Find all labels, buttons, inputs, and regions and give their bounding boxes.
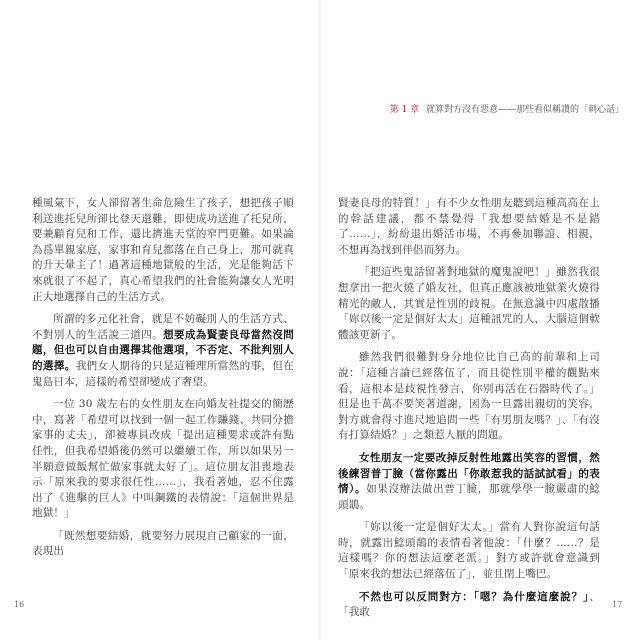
paragraph — [32, 529, 294, 560]
paragraph — [338, 350, 600, 444]
left-page-number: 16 — [14, 600, 25, 609]
paragraph — [338, 451, 600, 513]
text-run: 、「我敢 — [338, 590, 600, 619]
text-run: 一位 30 歲左右的女性朋友在向婚友社提交的簡歷中，寫著「希望可以找到一個一起工作賺錢、共同分擔家事的丈夫」，卻被專員改成「提出這種要求或許有點任性，但我希望婚後仍然可以繼續工作，所以如果另一半願意做飯幫忙做家事就太好了」。這位朋友沮喪地表示「原來我的要求很任性……」，我看著她，忍不住露出了《進擊的巨人》中叫鋼鐵的表情說：「這個世界是地獄！」 — [32, 398, 294, 520]
emphasized-text: 不然也可以反問對方：「嗯？為什麼這麼說？」 — [359, 590, 590, 603]
paragraph — [338, 196, 600, 258]
text-run: 「把這些鬼話留著對地獄的魔鬼說吧！」雖然我很想拿出一把火燒了婚友社，但真正應該被地獄業火燒得精光的敵人，其實是性別的歧視。在無意識中四處散播「妳以後一定是個好太太」這種訊咒的人，大腦這個軟體該更新了。 — [338, 266, 600, 341]
paragraph — [32, 196, 294, 305]
left-page-text — [32, 196, 294, 560]
paragraph — [338, 590, 600, 621]
emphasized-text: 想要成為賢妻良母當然沒問題，但也可以自由選擇其他選項，不否定、不批判別人的選擇。 — [32, 328, 294, 372]
paragraph — [32, 312, 294, 390]
text-run: 「既然想要結婚，就要努力展現自己顧家的一面，表現出 — [32, 529, 294, 558]
running-head-chapter: 第 1 章 — [389, 105, 420, 115]
text-run: 所謂的多元化社會，就是不妨礙別人的生活方式、不對別人的生活說三道四。 — [32, 313, 294, 341]
emphasized-text: 女性朋友一定要改掉反射性地露出笑容的習慣，然後練習普丁臉（當你露出「你敢惹我的話試試看」的表情）。 — [338, 451, 600, 496]
right-page-number: 17 — [612, 600, 623, 609]
text-run: 雖然我們很難對身分地位比自己高的前輩和上司說：「這種言論已經落伍了，而且從性別平權的觀點來看，這根本是歧視性發言，你別再活在石器時代了。」但是也千萬不要笑著道謝，因為一旦露出親切的笑容，對方就會得寸進尺地追問一些「有男朋友嗎？」、「有沒有打算結婚？」之類惹人厭的問題。 — [338, 351, 600, 442]
text-run: 賢妻良母的特質！」有不少女性朋友聽到這種高高在上的幹話建議，都不禁覺得「我想要結婚是不是錯了……」，紛紛退出婚活市場，不再參加聯誼、相親，不想再為找到伴侶而努力。 — [338, 197, 600, 256]
text-run: 我們女人期待的只是這種理所當然的事，但在鬼島日本，這樣的希望卻變成了奢望。 — [32, 359, 294, 388]
text-run: 如果沒辦法做出普丁臉，那就學學一臉嚴肅的鯰頭鵲。 — [338, 483, 600, 511]
book-gutter — [319, 0, 321, 640]
paragraph — [338, 265, 600, 343]
text-run: 種風氣下，女人卻留著生命危險生了孩子，想把孩子順利送進托兒所卻比登天還難，即使成功送進了托兒所，要兼顧育兒和工作，還比擠進天堂的窄門更難。如果論為爲單親家庭，家事和育兒都落在自己身上，那可就真的升天暈主了！過著這種地獄般的生活，光是能夠活下來就很了不起了，真心希望我們的社會能夠讓女人光明正大地選擇自己的生活方式。 — [32, 197, 294, 303]
text-run: 「妳以後一定是個好太太。」當有人對你說這句話時，就露出鯰頭鵲的表情看著他說：「什麼？……？是這樣嗎？你的想法這麼老派。」對方或許就會意識到「原來我的想法已經落伍了」，並且閉上嘴巴。 — [338, 521, 600, 581]
running-head-title: 就算對方沒有惡意——那些看似稱讚的「刺心話」 — [425, 105, 624, 115]
paragraph — [32, 397, 294, 522]
running-head — [390, 104, 624, 116]
right-page-text — [338, 196, 600, 621]
paragraph — [338, 520, 600, 582]
